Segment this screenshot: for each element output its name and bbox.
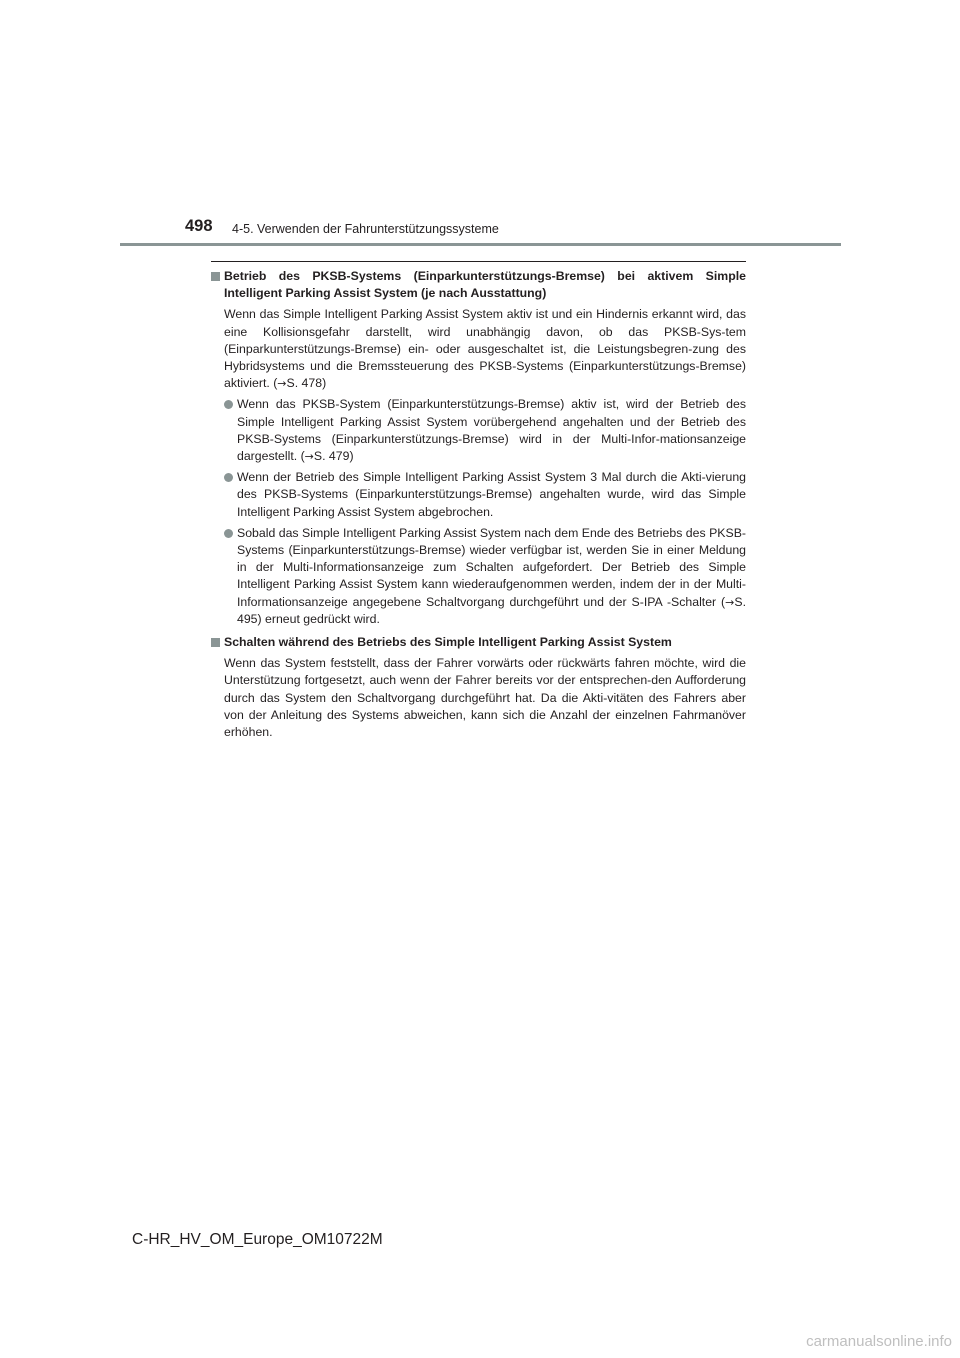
square-bullet-icon [211,638,220,647]
list-item-text: Sobald das Simple Intelligent Parking Assist System nach dem Ende des Betriebs des PKSB-Systems (Einparkunterstützungs-Bremse) wieder verfügbar ist, werden Sie in einer Meldung in der Multi-Informationsanzeige zum Schalten aufgefordert. Der Betrieb des Simple Intelligent Parking Assist System kann wiederaufgenommen werden, indem der in der Multi-Informationsanzeige angegebene Schaltvorgang durchgeführt und der S-IPA -Schalter ( [237,525,746,609]
list-item [211,396,746,465]
page-number: 498 [185,217,213,235]
content-rule [211,261,746,262]
page-reference[interactable]: S. 495) erneut gedrückt wird. [237,594,746,626]
list-item [211,469,746,521]
section-heading [211,268,746,302]
header-rule [120,243,841,246]
section-heading-text: Betrieb des PKSB-Systems (Einparkunterstützungs-Bremse) bei aktivem Simple Intelligent Parking Assist System (je nach Ausstattung) [224,269,746,301]
watermark: carmanualsonline.info [806,1333,952,1350]
round-bullet-icon [224,400,233,409]
page-reference[interactable]: S. 479) [313,449,354,464]
reference-arrow-icon: → [304,450,314,464]
round-bullet-icon [224,473,233,482]
list-item-text: Wenn der Betrieb des Simple Intelligent Parking Assist System 3 Mal durch die Akti-vierung des PKSB-Systems (Einparkunterstützungs-Bremse) angehalten wurde, wird das Simple Intelligent Parking Assist System abgebrochen. [237,470,746,519]
reference-arrow-icon: → [277,377,287,391]
paragraph-text: Wenn das System feststellt, dass der Fahrer vorwärts oder rückwärts fahren möchte, wird die Unterstützung fortgesetzt, auch wenn der Fahrer bereits vor der entsprechen-den Aufforderung durch das System den Schaltvorgang durchgeführt hat. Da die Akti-vitäten des Fahrers aber von der Anleitung des Systems abweichen, kann sich die Anzahl der einzelnen Fahrmanöver erhöhen. [224,656,746,740]
square-bullet-icon [211,272,220,281]
list-item [211,525,746,628]
section-paragraph [211,655,746,741]
page-reference[interactable]: S. 478) [286,376,327,391]
section-heading [211,634,746,651]
paragraph-text: Wenn das Simple Intelligent Parking Assist System aktiv ist und ein Hindernis erkannt wird, das eine Kollisionsgefahr darstellt, wird unabhängig davon, ob das PKSB-Sys-tem (Einparkunterstützungs-Bremse) ein- oder ausgeschaltet ist, die Leistungsbegren-zung des Hybridsystems und die Bremssteuerung des PKSB-Systems (Einparkunterstützungs-Bremse) aktiviert. ( [224,307,746,391]
list-item-text: Wenn das PKSB-System (Einparkunterstützungs-Bremse) aktiv ist, wird der Betrieb des Simple Intelligent Parking Assist System vorübergehend angehalten und der Betrieb des PKSB-Systems (Einparkunterstützungs-Bremse) wird in der Multi-Infor-mationsanzeige dargestellt. ( [237,397,746,464]
section-heading-text: Schalten während des Betriebs des Simple Intelligent Parking Assist System [224,635,672,650]
reference-arrow-icon: → [725,595,735,609]
section-paragraph [211,306,746,392]
page-content [211,268,746,745]
section-title: 4-5. Verwenden der Fahrunterstützungssysteme [232,222,499,236]
footer-doc-code: C-HR_HV_OM_Europe_OM10722M [132,1231,383,1248]
round-bullet-icon [224,529,233,538]
